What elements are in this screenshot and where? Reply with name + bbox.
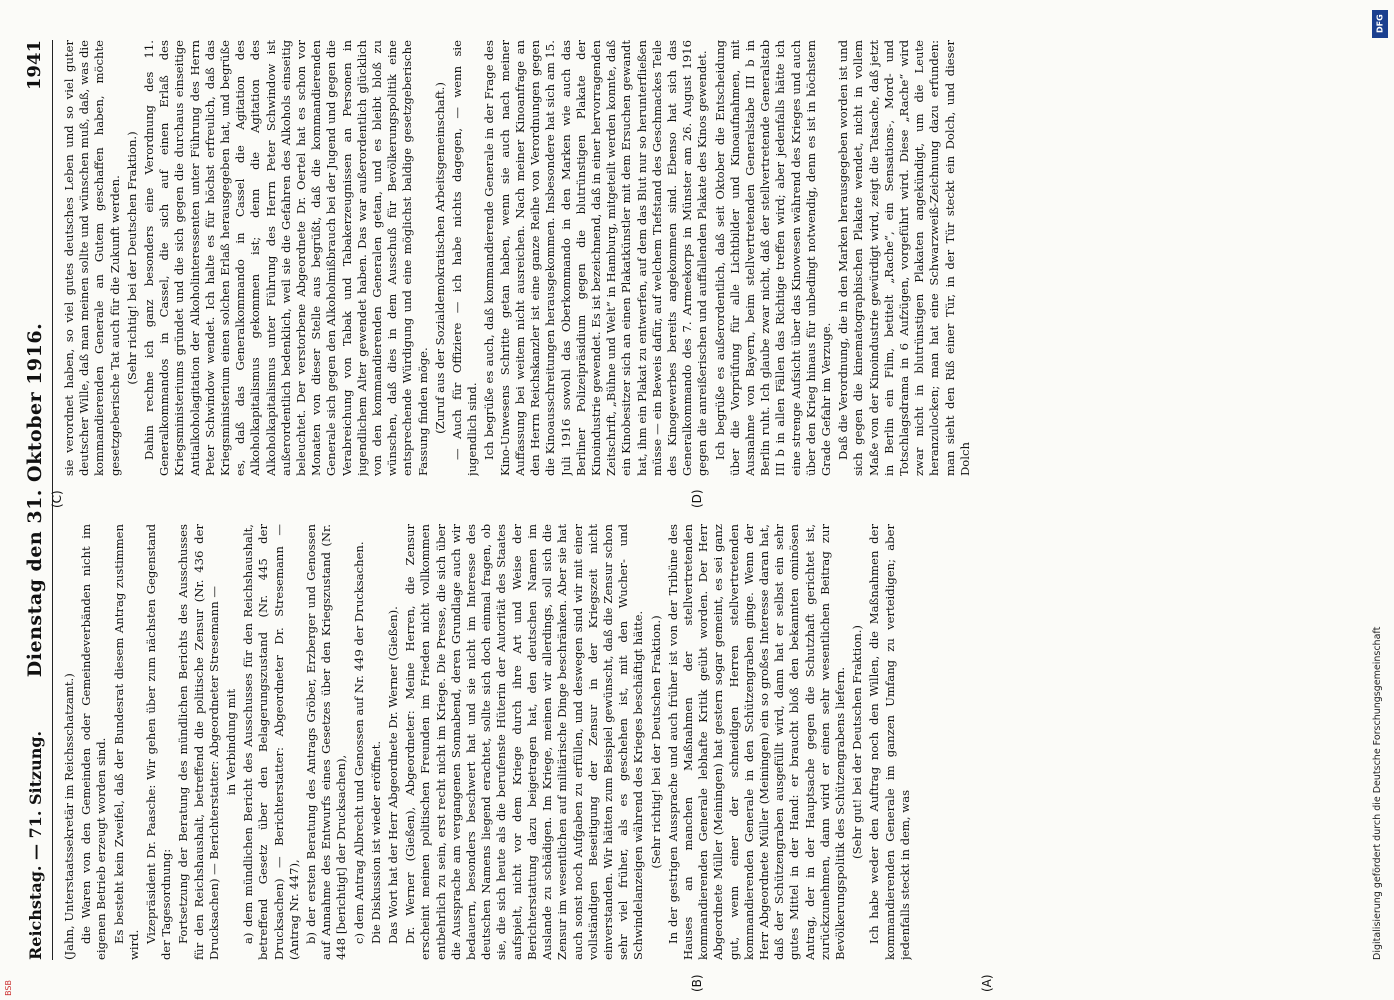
paragraph: Ich habe weder den Auftrag noch den Willen, die Maßnahmen der kommandierenden Generale im ganzen Umfang zu verteidigen; aber jedenfalls steckt in dem, was — [867, 524, 912, 960]
paragraph: Ich begrüße es auch, daß kommandierende Generale in der Frage des Kino-Unwesens Schritte getan haben, wenn sie auch nach meiner Auffassung bei weitem nicht ausreichen. Nach meiner Kinoanfrage an den Herrn Reichskanzler ist eine ganze Reihe von Verordnungen gegen die Kinoausschreitungen herausgekommen. Insbesondere hat sich am 15. Juli 1916 sowohl das Oberkommando in den Marken wie auch das Berliner Polizeipräsidium gegen die blutrünstigen Plakate der Kinoindustrie gewendet. Es ist bezeichnend, daß in einer hervorragenden Zeitschrift, „Bühne und Welt“ in Hamburg, mitgeteilt werden konnte, daß ein Kinobesitzer sich an einen Plakatkünstler mit dem Ersuchen gewandt hat, ihm ein Plakat zu entwerfen, auf dem das Blut nur so herunterfließen müsse — ein Beweis dafür, auf welchem Tiefstand des Geschmackes Teile des Kinogewerbes bereits angekommen sind. Ebenso hat sich das Generalkommando des 7. Armeekorps in Münster am 26. August 1916 gegen die anreißerischen und auffallenden Plakate des Kinos gewendet. — [482, 40, 710, 476]
paragraph: (Zuruf aus der Sozialdemokratischen Arbeitsgemeinschaft.) — [432, 82, 447, 434]
paragraph: in Verbindung mit — [224, 689, 239, 795]
margin-mark-c: (C) — [50, 490, 64, 508]
header-date: Dienstag den 31. Oktober 1916. — [24, 322, 46, 678]
paragraph: sie verordnet haben, so viel gutes deutsches Leben und so viel guter deutscher Wille, daß man meinen sollte und wünschen muß, daß, was die kommandierenden Generale an Gutem geschaffen haben, möchte gesetzgeberische Tat auch für die Zukunft werden. — [62, 40, 122, 476]
paragraph: (Sehr gut! bei der Deutschen Fraktion.) — [850, 625, 865, 859]
paragraph: Das Wort hat der Herr Abgeordnete Dr. Werner (Gießen). — [386, 606, 401, 944]
paragraph: a) dem mündlichen Bericht des Ausschusses für den Reichshaushalt, betreffend Gesetz über den Belagerungszustand (Nr. 445 der Drucksachen) — Berichterstatter: Abgeordneter Dr. Stresemann — (Antrag Nr. 447), — [241, 524, 301, 960]
paragraph: c) dem Antrag Albrecht und Genossen auf Nr. 449 der Drucksachen. — [351, 541, 366, 944]
header-left: Reichstag. — 71. Sitzung. — [26, 730, 45, 960]
margin-mark-d: (D) — [690, 489, 704, 508]
dfg-logo: DFG — [1372, 10, 1388, 38]
paragraph: Fortsetzung der Beratung des mündlichen Berichts des Ausschusses für den Reichshaushalt, betreffend die politische Zensur (Nr. 436 der Drucksachen) — Berichterstatter: Abgeordneter Stresemann — — [176, 524, 221, 960]
left-column — [62, 524, 1356, 960]
digitization-credit: Digitalisierung gefördert durch die Deutsche Forschungsgemeinschaft — [1372, 626, 1383, 960]
paragraph: Vizepräsident Dr. Paasche: Wir gehen über zum nächsten Gegenstand der Tagesordnung: — [144, 524, 174, 960]
paragraph: In der gestrigen Aussprache und auch früher ist von der Tribüne des Hauses an manchen Maßnahmen der stellvertretenden kommandierenden Generale lebhafte Kritik geübt worden. Der Herr Abgeordnete Müller (Meiningen) hat gestern sogar gemeint, es sei ganz gut, wenn einer der schneidigen Herren stellvertretenden kommandierenden Generale in den Schützengraben ginge. Wenn der Herr Abgeordnete Müller (Meiningen) ein so großes Interesse daran hat, daß der Schützengraben ausgefüllt wird, dann hat er selbst ein sehr gutes Mittel in der Hand: er braucht bloß den bekannten ominösen Antrag, der in der Hauptsache gegen die Schutzhaft gerichtet ist, zurückzunehmen, dann wird er einen sehr wesentlichen Beitrag zur Bevölkerungspolitik des Schützengrabens liefern. — [665, 524, 847, 960]
paragraph: (Sehr richtig! bei der Deutschen Fraktion.) — [124, 131, 139, 385]
margin-mark-a: (A) — [980, 974, 994, 992]
paragraph: (Jahn, Unterstaatssekretär im Reichsschatzamt.) — [62, 673, 76, 960]
margin-mark-b: (B) — [690, 974, 704, 992]
paragraph: — Auch für Offiziere — ich habe nichts dagegen, — wenn sie jugendlich sind. — [450, 40, 480, 476]
paragraph: (Sehr richtig! bei der Deutschen Fraktion.) — [648, 615, 663, 869]
paragraph: Die Diskussion ist wieder eröffnet. — [368, 740, 383, 944]
library-mark: BSB — [4, 980, 13, 996]
paragraph: Dr. Werner (Gießen), Abgeordneter: Meine Herren, die Zensur erscheint meinen politischen Freunden im Frieden nicht vollkommen entbehrlich zu sein, erst recht nicht im Kriege. Die Presse, die sich über die Aussprache am vergangenen Sonnabend, deren Grundlage auch wir bedauern, besonders beschwert hat und sie nicht im Interesse des deutschen Namens liegend erachtet, sollte sich doch einmal fragen, ob sie, die sich heute als die berufenste Hüterin der Autorität des Staates aufspielt, nicht vor dem Kriege durch ihre Art und Weise der Berichterstattung dazu beigetragen hat, den deutschen Namen im Auslande zu schädigen. Im Kriege, meinen wir allerdings, soll sich die Zensur im wesentlichen auf militärische Dinge beschränken. Aber sie hat auch sonst noch Aufgaben zu erfüllen, und deswegen sind wir mit einer vollständigen Beseitigung der Zensur in der Kriegszeit nicht einverstanden. Wir hätten zum Beispiel gewünscht, daß die Zensur schon sehr viel früher, als es geschehen ist, mit den Wucher- und Schwindelanzeigen während des Krieges beschäftigt hätte. — [403, 524, 646, 960]
page-header — [22, 40, 53, 960]
right-column — [62, 40, 1356, 476]
page-number: 1941 — [24, 40, 45, 91]
paragraph: Ich begrüße es außerordentlich, daß seit Oktober die Entscheidung über die Vorprüfung für alle Lichtbilder und Kinoaufnahmen, mit Ausnahme von Bayern, beim stellvertretenden Generalstabe III b in Berlin ruht. Ich glaube zwar nicht, daß der stellvertretende Generalstab III b in allen Fällen das Richtige treffen wird; aber jedenfalls hätte ich eine strenge Aufsicht über das Kinowesen während des Krieges und auch über den Krieg hinaus für unbedingt notwendig, denn es ist in höchstem Grade Gefahr im Verzuge. — [712, 40, 833, 476]
paragraph: Daß die Verordnung, die in den Marken herausgegeben worden ist und sich gegen die kinematographischen Plakate wendet, nicht in vollem Maße von der Kinoindustrie gewürdigt wird, zeigt die Tatsache, daß jetzt in Berlin ein Film, betitelt „Rache“, ein Sensations-, Mord- und Totschlagsdrama in 6 Aufzügen, vorgeführt wird. Diese „Rache“ wird zwar nicht in blutrünstigen Plakaten angekündigt, um die Leute heranzulocken; man hat eine Schwarzweiß-Zeichnung dazu erfunden: man sieht den Riß einer Tür, in der Tür steckt ein Dolch, und dieser Dolch — [836, 40, 972, 476]
paragraph: b) der ersten Beratung des Antrags Gröber, Erzberger und Genossen auf Annahme des Entwurfs eines Gesetzes über den Kriegszustand (Nr. 448 [berichtigt] der Drucksachen), — [304, 524, 349, 960]
paragraph: Es besteht kein Zweifel, daß der Bundesrat diesem Antrag zustimmen wird. — [111, 524, 141, 960]
paragraph: die Waren von den Gemeinden oder Gemeindeverbänden nicht im eigenen Betrieb erzeugt worden sind. — [79, 524, 109, 960]
paragraph: Dahin rechne ich ganz besonders eine Verordnung des 11. Generalkommandos in Cassel, die sich auf einen Erlaß des Kriegsministeriums gründet und die sich gegen die durchaus einseitige Antialkoholagitation der Alkoholinteressenten unter Führung des Herrn Peter Schwindow wendet. Ich halte es für höchst erfreulich, daß das Kriegsministerium einen solchen Erlaß herausgegeben hat, und begrüße es, daß das Generalkommando in Cassel die Agitation des Alkoholkapitalismus gekommen ist; denn die Agitation des Alkoholkapitalismus unter Führung des Herrn Peter Schwindow ist außerordentlich bedenklich, weil sie die Gefahren des Alkohols einseitig beleuchtet. Der verstorbene Abgeordnete Dr. Oertel hat es schon vor Monaten von dieser Stelle aus begrüßt, daß die kommandierenden Generale sich gegen den Alkoholmißbrauch bei der Jugend und gegen die Verabreichung von Tabak und Tabakerzeugnissen an Personen in jugendlichem Alter gewendet haben. Das war außerordentlich glücklich von den kommandierenden Generalen getan, und es bleibt bloß zu wünschen, daß dies in dem Ausschuß für Bevölkerungspolitik eine entsprechende Würdigung und eine möglichst baldige gesetzgeberische Fassung finden möge. — [142, 40, 430, 476]
